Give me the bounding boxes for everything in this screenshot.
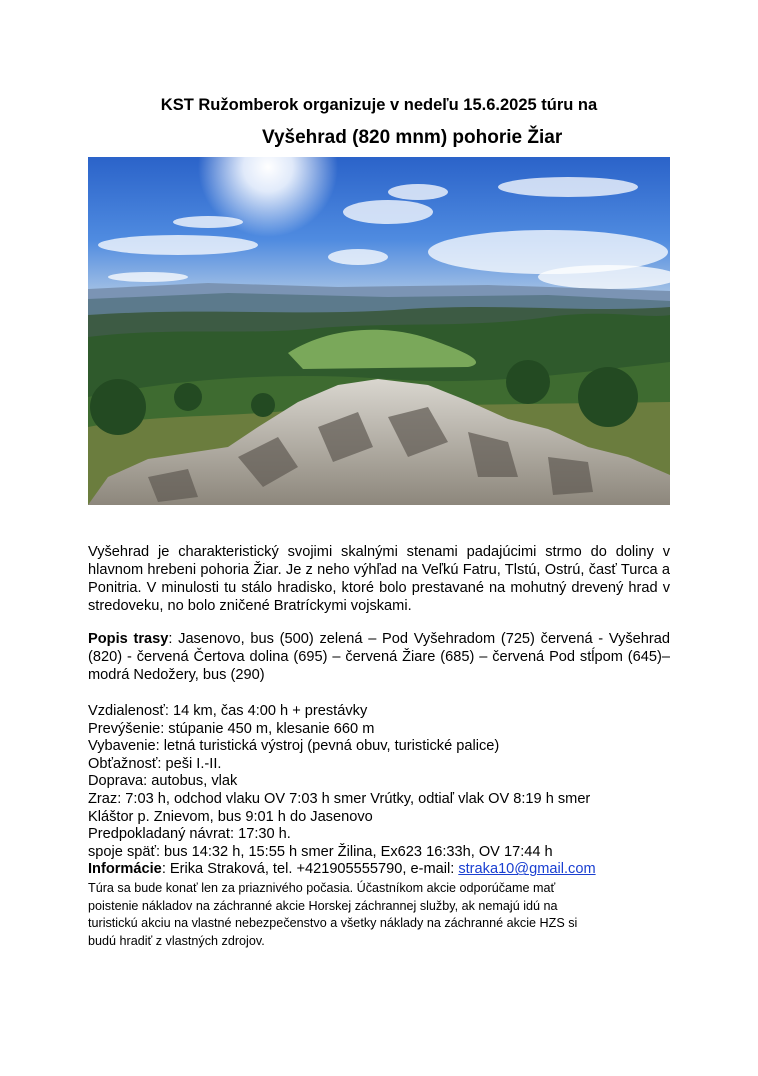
- event-title: KST Ružomberok organizuje v nedeľu 15.6.2025 túru na: [160, 96, 598, 114]
- distance-line: Vzdialenosť: 14 km, čas 4:00 h + prestávky: [88, 703, 368, 719]
- route-text: : Jasenovo, bus (500) zelená – Pod Vyšehradom (725) červená - Vyšehrad (820) - červená Čertova dolina (695) – červená Žiare (685) – červená Pod stĺpom (645)– modrá Nedožery, bus (290): [88, 631, 670, 683]
- connections-line: spoje späť: bus 14:32 h, 15:55 h smer Žilina, Ex623 16:33h, OV 17:44 h: [88, 843, 553, 860]
- equipment-line: Vybavenie: letná turistická výstroj (pevná obuv, turistické palice): [88, 738, 500, 755]
- disclaimer-line-3: turistickú akciu na vlastné nebezpečenstvo a všetky náklady na záchranné akcie HZS si: [88, 916, 578, 930]
- difficulty-line: Obťažnosť: peši I.-II.: [88, 755, 222, 772]
- mountain-photo: [88, 157, 670, 505]
- trip-details: [88, 703, 670, 879]
- email-link[interactable]: straka10@gmail.com: [458, 861, 596, 878]
- disclaimer-line-1: Túra sa bude konať len za priaznivého počasia. Účastníkom akcie odporúčame mať: [88, 881, 556, 895]
- return-line: Predpokladaný návrat: 17:30 h.: [88, 826, 291, 843]
- disclaimer-line-2: poistenie nákladov na záchranné akcie Horskej záchrannej služby, ak nemajú idú na: [88, 898, 558, 913]
- meeting-line-1: Zraz: 7:03 h, odchod vlaku OV 7:03 h smer Vrútky, odtiaľ vlak OV 8:19 h smer: [88, 790, 591, 807]
- intro-paragraph: Vyšehrad je charakteristický svojimi skalnými stenami padajúcimi strmo do doliny v hlavnom hrebeni pohoria Žiar. Je z neho výhľad na Veľkú Fatru, Tlstú, Ostrú, časť Turca a Ponitria. V minulosti tu stálo hradisko, ktoré bolo prestavané na mohutný drevený hrad v stredoveku, no bolo zničené Bratríckymi vojskami.: [88, 544, 670, 614]
- info-label: Informácie: [88, 861, 162, 878]
- disclaimer: [88, 880, 648, 950]
- meeting-line-2: Kláštor p. Znievom, bus 9:01 h do Jasenovo: [88, 808, 373, 825]
- disclaimer-line-4: budú hradiť z vlastných zdrojov.: [88, 933, 265, 948]
- destination-title: Vyšehrad (820 mnm) pohorie Žiar: [262, 127, 563, 148]
- contact-text: : Erika Straková, tel. +421905555790, e-mail:: [161, 861, 459, 878]
- info-line: [88, 861, 670, 879]
- elevation-line: Prevýšenie: stúpanie 450 m, klesanie 660 m: [88, 720, 375, 737]
- route-description: [88, 630, 670, 684]
- route-label: Popis trasy: [88, 631, 169, 647]
- transport-line: Doprava: autobus, vlak: [88, 773, 238, 790]
